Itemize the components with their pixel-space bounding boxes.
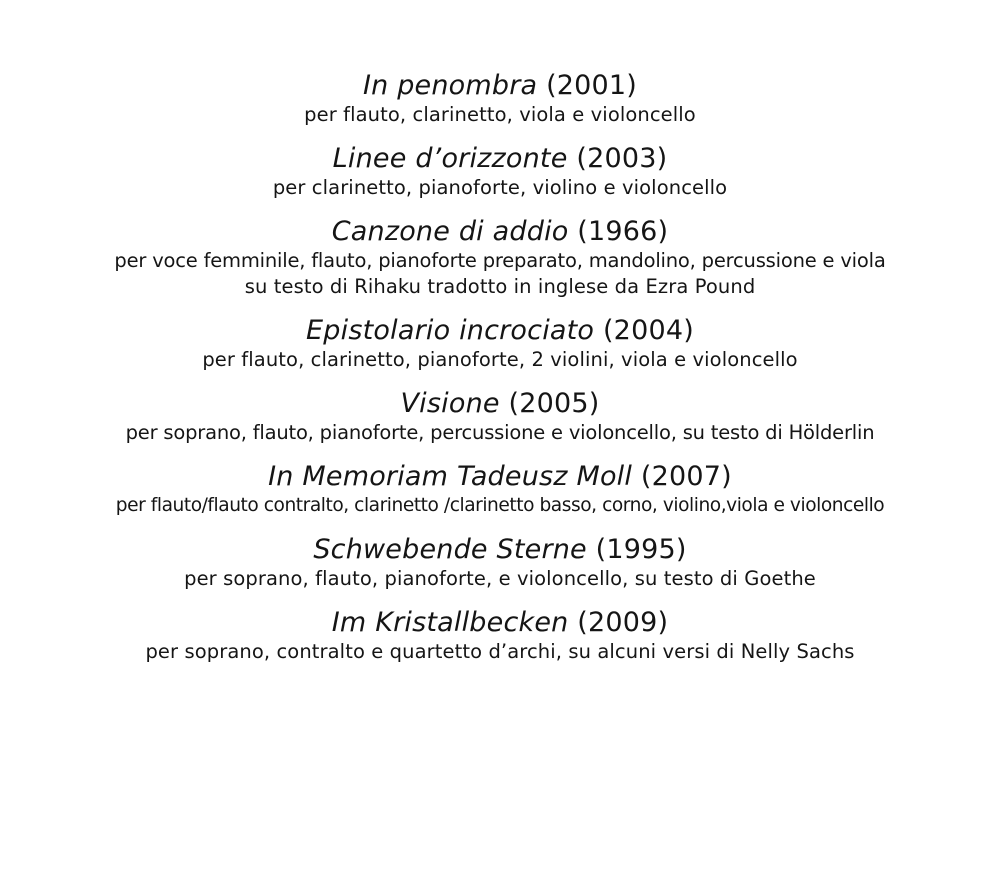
work-instrumentation: per flauto, clarinetto, pianoforte, 2 violini, viola e violoncello [202,348,798,371]
work-entry [0,461,1000,519]
work-year: (2004) [602,315,694,346]
work-entry [0,388,1000,446]
work-heading [0,315,1000,347]
work-title: In Memoriam Tadeusz Moll [268,461,633,492]
work-instrumentation: per flauto, clarinetto, viola e violoncello [304,103,696,126]
work-title: Visione [400,388,500,419]
work-entry [0,534,1000,592]
work-instrumentation: per clarinetto, pianoforte, violino e violoncello [272,176,728,199]
work-title: Epistolario incrociato [306,315,595,346]
works-list [0,70,1000,680]
work-instrumentation: per voce femminile, flauto, pianoforte preparato, mandolino, percussione e viola [114,249,886,272]
work-entry [0,607,1000,665]
work-entry [0,70,1000,128]
work-title: Linee d’orizzonte [332,143,568,174]
work-year: (2007) [640,461,732,492]
work-heading [0,216,1000,248]
work-heading [0,607,1000,639]
work-entry [0,315,1000,373]
work-text-source: su testo di Rihaku tradotto in inglese da Ezra Pound [244,275,756,298]
work-title: Canzone di addio [331,216,569,247]
work-instrumentation: per soprano, contralto e quartetto d’archi, su alcuni versi di Nelly Sachs [145,640,855,663]
work-year: (2005) [508,388,600,419]
work-heading [0,143,1000,175]
work-entry [0,216,1000,300]
work-title: Im Kristallbecken [331,607,569,638]
work-heading [0,461,1000,493]
work-instrumentation: per soprano, flauto, pianoforte, percussione e violoncello, su testo di Hölderlin [125,421,875,444]
work-heading [0,534,1000,566]
work-year: (2003) [576,143,668,174]
work-title: Schwebende Sterne [313,534,587,565]
work-year: (2009) [577,607,669,638]
work-year: (1966) [577,216,669,247]
work-heading [0,70,1000,102]
work-instrumentation: per flauto/flauto contralto, clarinetto /clarinetto basso, corno, violino,viola e violoncello [115,495,885,516]
work-heading [0,388,1000,420]
work-instrumentation: per soprano, flauto, pianoforte, e violoncello, su testo di Goethe [184,567,816,590]
work-year: (1995) [595,534,687,565]
work-entry [0,143,1000,201]
work-year: (2001) [546,70,638,101]
work-title: In penombra [362,70,538,101]
